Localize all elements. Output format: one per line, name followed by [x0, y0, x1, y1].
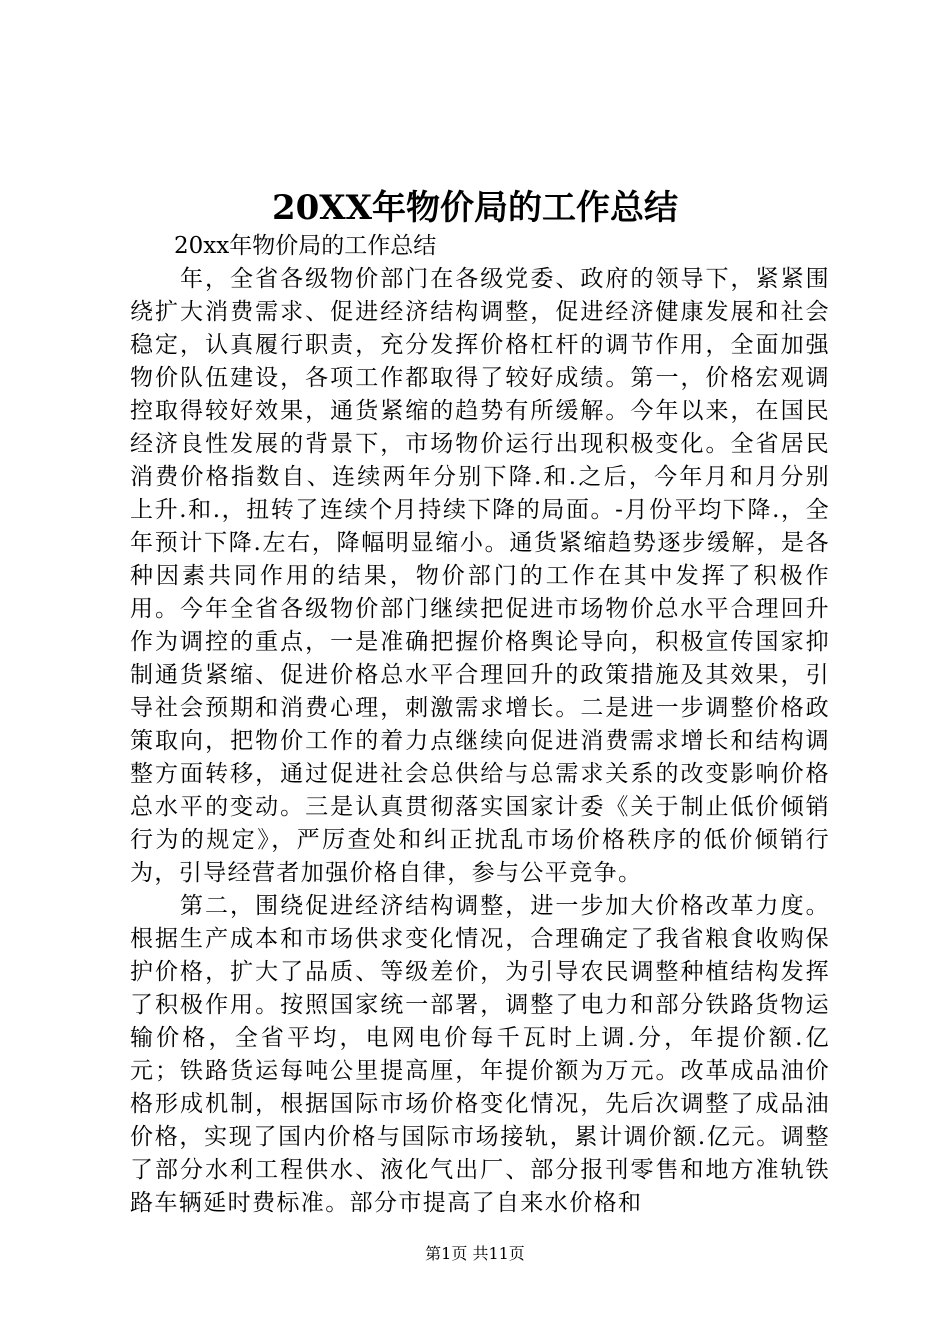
paragraph-2: 第二，围绕促进经济结构调整，进一步加大价格改革力度。根据生产成本和市场供求变化情况，合理确定了我省粮食收购保护价格，扩大了品质、等级差价，为引导农民调整种植结构发挥了积极作用。按照国家统一部署，调整了电力和部分铁路货物运输价格，全省平均，电网电价每千瓦时上调.分，年提价额.亿元；铁路货运每吨公里提高厘，年提价额为万元。改革成品油价格形成机制，根据国际市场价格变化情况，先后次调整了成品油价格，实现了国内价格与国际市场接轨，累计调价额.亿元。调整了部分水利工程供水、液化气出厂、部分报刊零售和地方准轨铁路车辆延时费标准。部分市提高了自来水价格和	[130, 893, 830, 1216]
document-subtitle: 20xx年物价局的工作总结	[174, 233, 437, 259]
page-indicator: 第1页 共11页	[425, 1244, 525, 1263]
paragraph-1: 年，全省各级物价部门在各级党委、政府的领导下，紧紧围绕扩大消费需求、促进经济结构调整，促进经济健康发展和社会稳定，认真履行职责，充分发挥价格杠杆的调节作用，全面加强物价队伍建设，各项工作都取得了较好成绩。第一，价格宏观调控取得较好效果，通货紧缩的趋势有所缓解。今年以来，在国民经济良性发展的背景下，市场物价运行出现积极变化。全省居民消费价格指数自、连续两年分别下降.和.之后，今年月和月分别上升.和.，扭转了连续个月持续下降的局面。-月份平均下降.，全年预计下降.左右，降幅明显缩小。通货紧缩趋势逐步缓解，是各种因素共同作用的结果，物价部门的工作在其中发挥了积极作用。今年全省各级物价部门继续把促进市场物价总水平合理回升作为调控的重点，一是准确把握价格舆论导向，积极宣传国家抑制通货紧缩、促进价格总水平合理回升的政策措施及其效果，引导社会预期和消费心理，刺激需求增长。二是进一步调整价格政策取向，把物价工作的着力点继续向促进消费需求增长和结构调整方面转移，通过促进社会总供给与总需求关系的改变影响价格总水平的变动。三是认真贯彻落实国家计委《关于制止低价倾销行为的规定》，严厉查处和纠正扰乱市场价格秩序的低价倾销行为，引导经营者加强价格自律，参与公平竞争。	[130, 266, 830, 886]
document-title: 20XX年物价局的工作总结	[271, 188, 679, 228]
document-body	[130, 230, 830, 1220]
